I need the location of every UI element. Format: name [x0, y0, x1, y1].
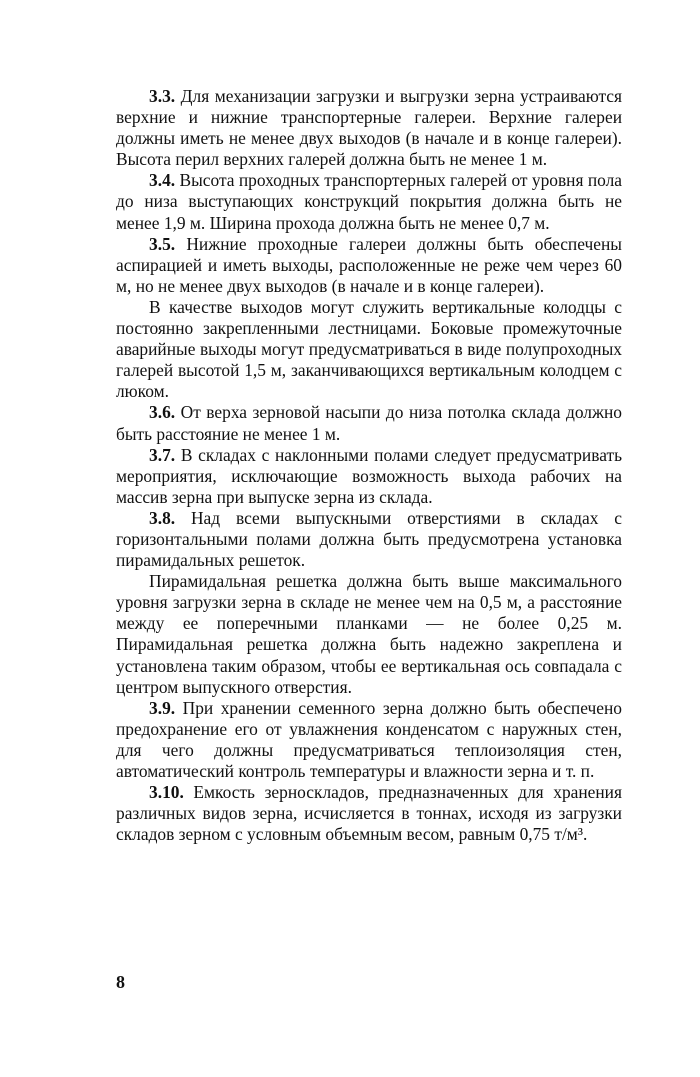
paragraph-text: При хранении семенного зерна должно быть обеспечено предохранение его от увлажнения конденсатом с наружных стен, для чего должны предусматриваться теплоизоляция стен, автоматический контроль температуры и влажности зерна и т. п.	[116, 697, 622, 781]
paragraph-3-8	[116, 508, 622, 571]
paragraph-3-8-continued	[116, 571, 622, 698]
paragraph-text: Пирамидальная решетка должна быть выше максимального уровня загрузки зерна в складе не менее чем на 0,5 м, а расстояние между ее поперечными планками — не более 0,25 м. Пирамидальная решетка должна быть надежно закреплена и установлена таким образом, чтобы ее вертикальная ось совпадала с центром выпускного отверстия.	[116, 571, 622, 697]
paragraph-text: Нижние проходные галереи должны быть обеспечены аспирацией и иметь выходы, расположенные не реже чем через 60 м, но не менее двух выходов (в начале и в конце галереи).	[116, 233, 622, 296]
page-number: 8	[116, 972, 125, 992]
paragraph-text: Высота проходных транспортерных галерей от уровня пола до низа выступающих конструкций покрытия должна быть не менее 1,9 м. Ширина прохода должна быть не менее 0,7 м.	[116, 170, 622, 233]
paragraph-3-3	[116, 86, 622, 170]
paragraph-number: 3.6.	[149, 402, 176, 423]
paragraph-text: Емкость зерноскладов, предназначенных для хранения различных видов зерна, исчисляется в тоннах, исходя из загрузки складов зерном с условным объемным весом, равным 0,75 т/м³.	[116, 782, 622, 845]
paragraph-number: 3.5.	[149, 233, 176, 254]
paragraph-3-10	[116, 782, 622, 845]
paragraph-3-7	[116, 445, 622, 508]
paragraph-number: 3.4.	[149, 170, 176, 191]
document-body	[116, 86, 622, 845]
paragraph-text: Для механизации загрузки и выгрузки зерна устраиваются верхние и нижние транспортерные галереи. Верхние галереи должны иметь не менее двух выходов (в начале и в конце галереи). Высота перил верхних галерей должна быть не менее 1 м.	[116, 86, 622, 170]
paragraph-3-6	[116, 402, 622, 444]
paragraph-3-9	[116, 698, 622, 782]
paragraph-text: Над всеми выпускными отверстиями в складах с горизонтальными полами должна быть предусмотрена установка пирамидальных решеток.	[116, 507, 622, 571]
paragraph-text: В качестве выходов могут служить вертикальные колодцы с постоянно закрепленными лестницами. Боковые промежуточные аварийные выходы могут предусматриваться в виде полупроходных галерей высотой 1,5 м, заканчивающихся вертикальным колодцем с люком.	[116, 296, 622, 402]
paragraph-text: В складах с наклонными полами следует предусматривать мероприятия, исключающие возможность выхода рабочих на массив зерна при выпуске зерна из склада.	[116, 444, 622, 507]
paragraph-number: 3.3.	[149, 86, 176, 106]
paragraph-number: 3.8.	[149, 507, 176, 528]
paragraph-3-5-continued	[116, 297, 622, 402]
paragraph-number: 3.10.	[149, 782, 184, 803]
paragraph-text: От верха зерновой насыпи до низа потолка склада должно быть расстояние не менее 1 м.	[116, 402, 622, 444]
paragraph-number: 3.9.	[149, 697, 176, 718]
paragraph-3-5	[116, 234, 622, 297]
paragraph-number: 3.7.	[149, 444, 176, 465]
paragraph-3-4	[116, 170, 622, 233]
